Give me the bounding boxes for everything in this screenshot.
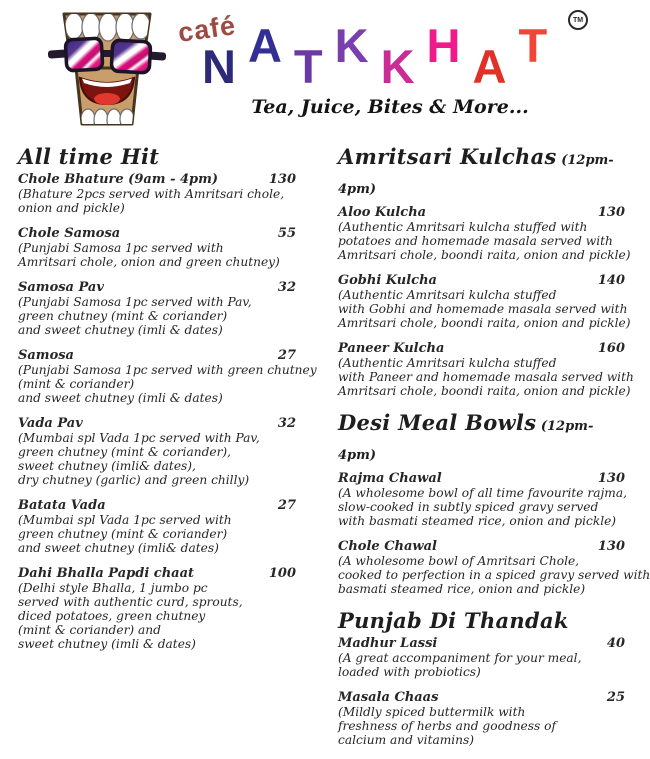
item-price: 130: [268, 172, 296, 187]
item-description-line: (Mildly spiced buttermilk with: [338, 705, 526, 719]
item-row: [338, 691, 625, 705]
item-name: Vada Pav: [18, 416, 83, 431]
item-price: 160: [597, 341, 625, 356]
item-name: Aloo Kulcha: [338, 205, 427, 220]
item-row: [18, 227, 296, 241]
item-price: 40: [606, 636, 625, 651]
item-description-line: (mint & coriander) and: [18, 623, 161, 637]
logo-text: [160, 0, 620, 140]
menu-item: [338, 539, 650, 596]
item-description-line: green chutney (mint & coriander): [18, 527, 228, 541]
item-description-line: (Authentic Amritsari kulcha stuffed: [338, 356, 557, 370]
item-price: 55: [277, 226, 296, 241]
item-row: [18, 173, 296, 187]
item-name: Madhur Lassi: [338, 636, 438, 651]
item-description-line: onion and pickle): [18, 201, 125, 215]
item-name: Samosa: [18, 348, 74, 363]
item-description-line: (Authentic Amritsari kulcha stuffed: [338, 288, 557, 302]
item-description-line: loaded with probiotics): [338, 665, 481, 679]
item-row: [18, 281, 296, 295]
brand-letter-t-3: T: [293, 40, 323, 93]
trademark-badge: TM: [568, 10, 588, 30]
item-description-line: (Bhature 2pcs served with Amritsari chole,: [18, 187, 285, 201]
item-row: [18, 349, 296, 363]
section-title: All time Hit: [18, 144, 160, 169]
brand-letter-k-5: K: [380, 40, 415, 93]
item-price: 130: [597, 205, 625, 220]
item-description-line: (Punjabi Samosa 1pc served with green chutney: [18, 363, 317, 377]
section-title: Desi Meal Bowls (12pm-4pm): [338, 410, 594, 463]
item-row: [338, 637, 625, 651]
item-price: 100: [268, 566, 296, 581]
item-description-line: potatoes and homemade masala served with: [338, 234, 613, 248]
brand-letter-t-8: T: [518, 19, 548, 72]
menu-item: [18, 417, 296, 487]
menu-column-1: [18, 144, 317, 759]
cafe-label: café: [176, 10, 238, 48]
item-description-line: basmati steamed rice, onion and pickle): [338, 582, 586, 596]
menu-column-2: [338, 144, 650, 759]
brand-letter-k-4: K: [334, 19, 369, 72]
item-description-line: dry chutney (garlic) and green chilly): [18, 473, 250, 487]
item-description-line: served with authentic curd, sprouts,: [18, 595, 243, 609]
item-description-line: green chutney (mint & coriander): [18, 309, 228, 323]
tagline: Tea, Juice, Bites & More...: [251, 96, 529, 118]
item-row: [338, 206, 625, 220]
item-name: Masala Chaas: [338, 690, 439, 705]
item-name: Chole Chawal: [338, 539, 437, 554]
item-description-line: (Punjabi Samosa 1pc served with: [18, 241, 224, 255]
brand-letter-h-6: H: [426, 19, 461, 72]
item-description-line: (A great accompaniment for your meal,: [338, 651, 582, 665]
item-price: 140: [597, 273, 625, 288]
menu-item: [338, 205, 631, 262]
menu-item: [338, 341, 634, 398]
menu-item: [338, 637, 625, 679]
item-description-line: (Mumbai spl Vada 1pc served with Pav,: [18, 431, 260, 445]
item-row: [338, 342, 625, 356]
menu-item: [18, 227, 296, 269]
item-description-line: (mint & coriander): [18, 377, 135, 391]
item-description-line: slow-cooked in subtly spiced gravy served: [338, 500, 599, 514]
section-time: (12pm-4pm): [338, 153, 614, 197]
menu-item: [18, 348, 317, 405]
brand-letter-a-7: A: [472, 40, 507, 93]
item-description-line: diced potatoes, green chutney: [18, 609, 206, 623]
menu-item: [18, 173, 296, 215]
item-description-line: green chutney (mint & coriander),: [18, 445, 232, 459]
item-description-line: cooked to perfection in a spiced gravy served with: [338, 568, 650, 582]
item-description-line: Amritsari chole, boondi raita, onion and pickle): [338, 248, 631, 262]
item-price: 32: [277, 280, 296, 295]
item-description-line: and sweet chutney (imli & dates): [18, 323, 223, 337]
item-name: Paneer Kulcha: [338, 341, 445, 356]
item-name: Batata Vada: [18, 498, 106, 513]
item-description-line: with Gobhi and homemade masala served with: [338, 302, 628, 316]
section-time: (12pm-4pm): [338, 419, 594, 463]
item-name: Gobhi Kulcha: [338, 273, 437, 288]
item-row: [18, 567, 296, 581]
item-description-line: sweet chutney (imli & dates): [18, 637, 196, 651]
item-name: Chole Samosa: [18, 226, 121, 241]
item-price: 25: [606, 690, 625, 705]
brand-letter-a-2: A: [247, 19, 282, 72]
menu-body: [0, 140, 650, 759]
item-price: 27: [277, 348, 296, 363]
brand-letter-n-1: N: [202, 40, 236, 93]
item-description-line: Amritsari chole, onion and green chutney): [18, 255, 280, 269]
item-description-line: freshness of herbs and goodness of: [338, 719, 557, 733]
item-description-line: (A wholesome bowl of all time favourite rajma,: [338, 486, 627, 500]
item-description-line: and sweet chutney (imli& dates): [18, 541, 219, 555]
item-description-line: (Authentic Amritsari kulcha stuffed with: [338, 220, 588, 234]
item-description-line: (A wholesome bowl of Amritsari Chole,: [338, 554, 580, 568]
menu-item: [18, 499, 296, 555]
item-description-line: with basmati steamed rice, onion and pickle): [338, 514, 617, 528]
item-name: Chole Bhature (9am - 4pm): [18, 172, 219, 187]
item-row: [338, 472, 625, 486]
item-row: [338, 540, 625, 554]
item-row: [18, 499, 296, 513]
menu-section: [338, 144, 634, 398]
item-price: 27: [277, 498, 296, 513]
item-row: [338, 274, 625, 288]
section-title: Amritsari Kulchas (12pm-4pm): [338, 144, 614, 197]
item-description-line: (Mumbai spl Vada 1pc served with: [18, 513, 232, 527]
menu-item: [338, 472, 625, 528]
menu-item: [338, 691, 625, 747]
menu-section: [338, 410, 650, 596]
menu-section: [338, 608, 625, 747]
item-description-line: Amritsari chole, boondi raita, onion and pickle): [338, 384, 631, 398]
item-price: 130: [597, 471, 625, 486]
item-name: Dahi Bhalla Papdi chaat: [18, 566, 195, 581]
brand-name: [202, 19, 548, 93]
menu-section: [18, 144, 317, 651]
item-description-line: Amritsari chole, boondi raita, onion and pickle): [338, 316, 631, 330]
item-row: [18, 417, 296, 431]
item-description-line: (Punjabi Samosa 1pc served with Pav,: [18, 295, 252, 309]
menu-item: [18, 567, 296, 651]
item-description-line: sweet chutney (imli& dates),: [18, 459, 196, 473]
item-price: 130: [597, 539, 625, 554]
item-name: Rajma Chawal: [338, 471, 442, 486]
item-description-line: calcium and vitamins): [338, 733, 475, 747]
item-name: Samosa Pav: [18, 280, 104, 295]
menu-item: [18, 281, 296, 337]
item-description-line: with Paneer and homemade masala served with: [338, 370, 634, 384]
item-description-line: and sweet chutney (imli & dates): [18, 391, 223, 405]
cup-mascot-icon: [44, 6, 170, 134]
section-title: Punjab Di Thandak: [338, 608, 569, 633]
logo-header: [0, 0, 650, 140]
item-description-line: (Delhi style Bhalla, 1 jumbo pc: [18, 581, 208, 595]
item-price: 32: [277, 416, 296, 431]
menu-item: [338, 273, 631, 330]
